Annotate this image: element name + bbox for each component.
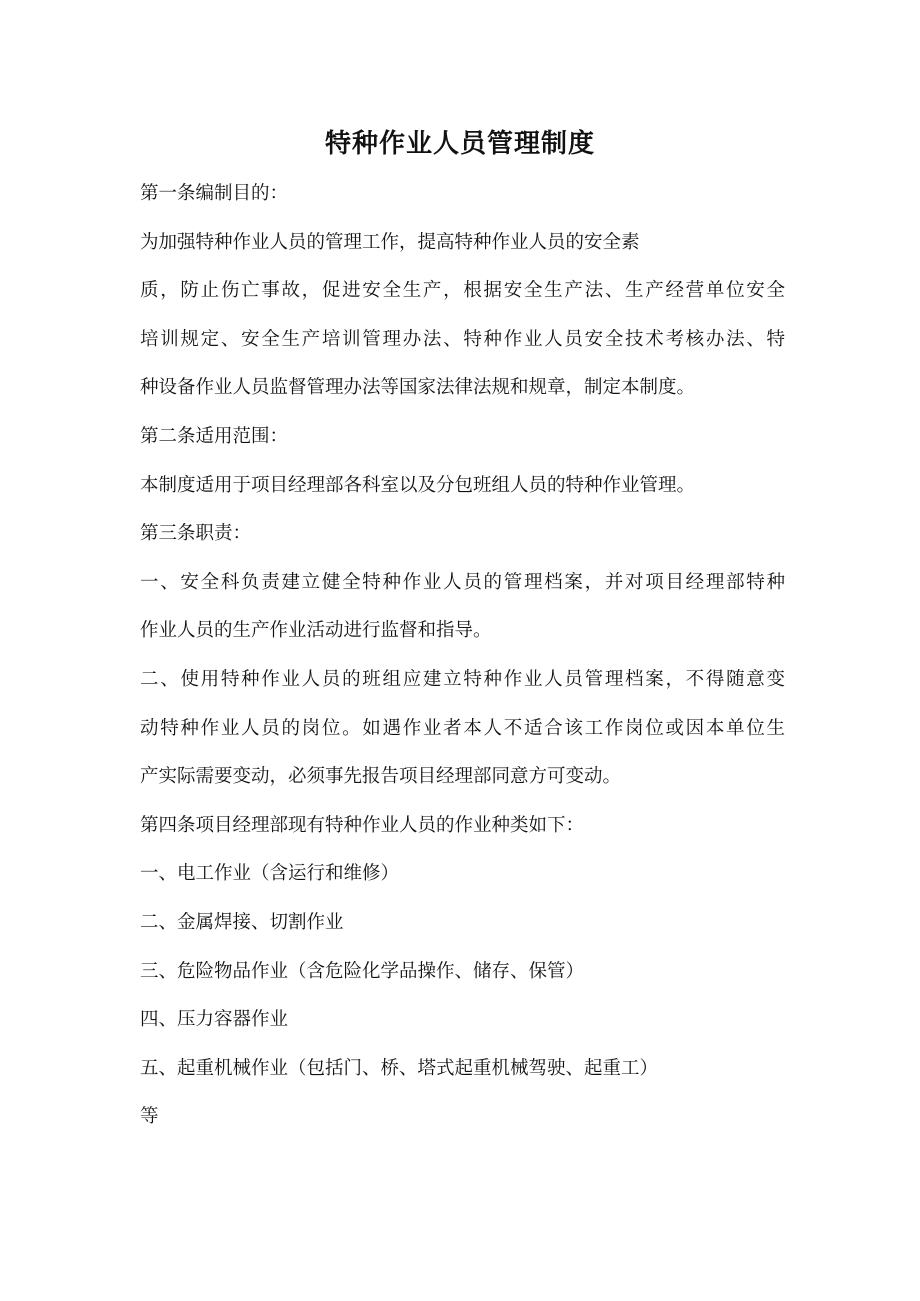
- list-item: 一、电工作业（含运行和维修）: [140, 863, 400, 885]
- section-heading-categories: 第四条项目经理部现有特种作业人员的作业种类如下：: [140, 814, 585, 836]
- paragraph-line: 动特种作业人员的岗位。如遇作业者本人不适合该工作岗位或因本单位生: [140, 717, 785, 739]
- paragraph-line: 产实际需要变动，必须事先报告项目经理部同意方可变动。: [140, 766, 622, 788]
- section-heading-purpose: 第一条编制目的：: [140, 183, 289, 204]
- list-item: 五、起重机械作业（包括门、桥、塔式起重机械驾驶、起重工）: [140, 1057, 659, 1079]
- paragraph-line: 质，防止伤亡事故，促进安全生产，根据安全生产法、生产经营单位安全: [140, 280, 785, 302]
- paragraph-line: 等: [140, 1106, 159, 1128]
- paragraph-line: 一、安全科负责建立健全特种作业人员的管理档案，并对项目经理部特种: [140, 571, 785, 593]
- list-item: 三、危险物品作业（含危险化学品操作、储存、保管）: [140, 960, 585, 982]
- paragraph-line: 种设备作业人员监督管理办法等国家法律法规和规章，制定本制度。: [140, 377, 696, 399]
- list-item: 四、压力容器作业: [140, 1009, 289, 1031]
- paragraph-line: 二、使用特种作业人员的班组应建立特种作业人员管理档案，不得随意变: [140, 668, 785, 690]
- paragraph-line: 作业人员的生产作业活动进行监督和指导。: [140, 620, 492, 642]
- document-title: 特种作业人员管理制度: [324, 129, 595, 159]
- paragraph-line: 本制度适用于项目经理部各科室以及分包班组人员的特种作业管理。: [140, 474, 696, 496]
- paragraph-line: 为加强特种作业人员的管理工作，提高特种作业人员的安全素: [140, 231, 640, 253]
- paragraph-line: 培训规定、安全生产培训管理办法、特种作业人员安全技术考核办法、特: [140, 328, 785, 350]
- section-heading-scope: 第二条适用范围：: [140, 425, 289, 447]
- list-item: 二、金属焊接、切割作业: [140, 911, 344, 933]
- section-heading-duties: 第三条职责：: [140, 523, 252, 545]
- document-body: [140, 170, 785, 1142]
